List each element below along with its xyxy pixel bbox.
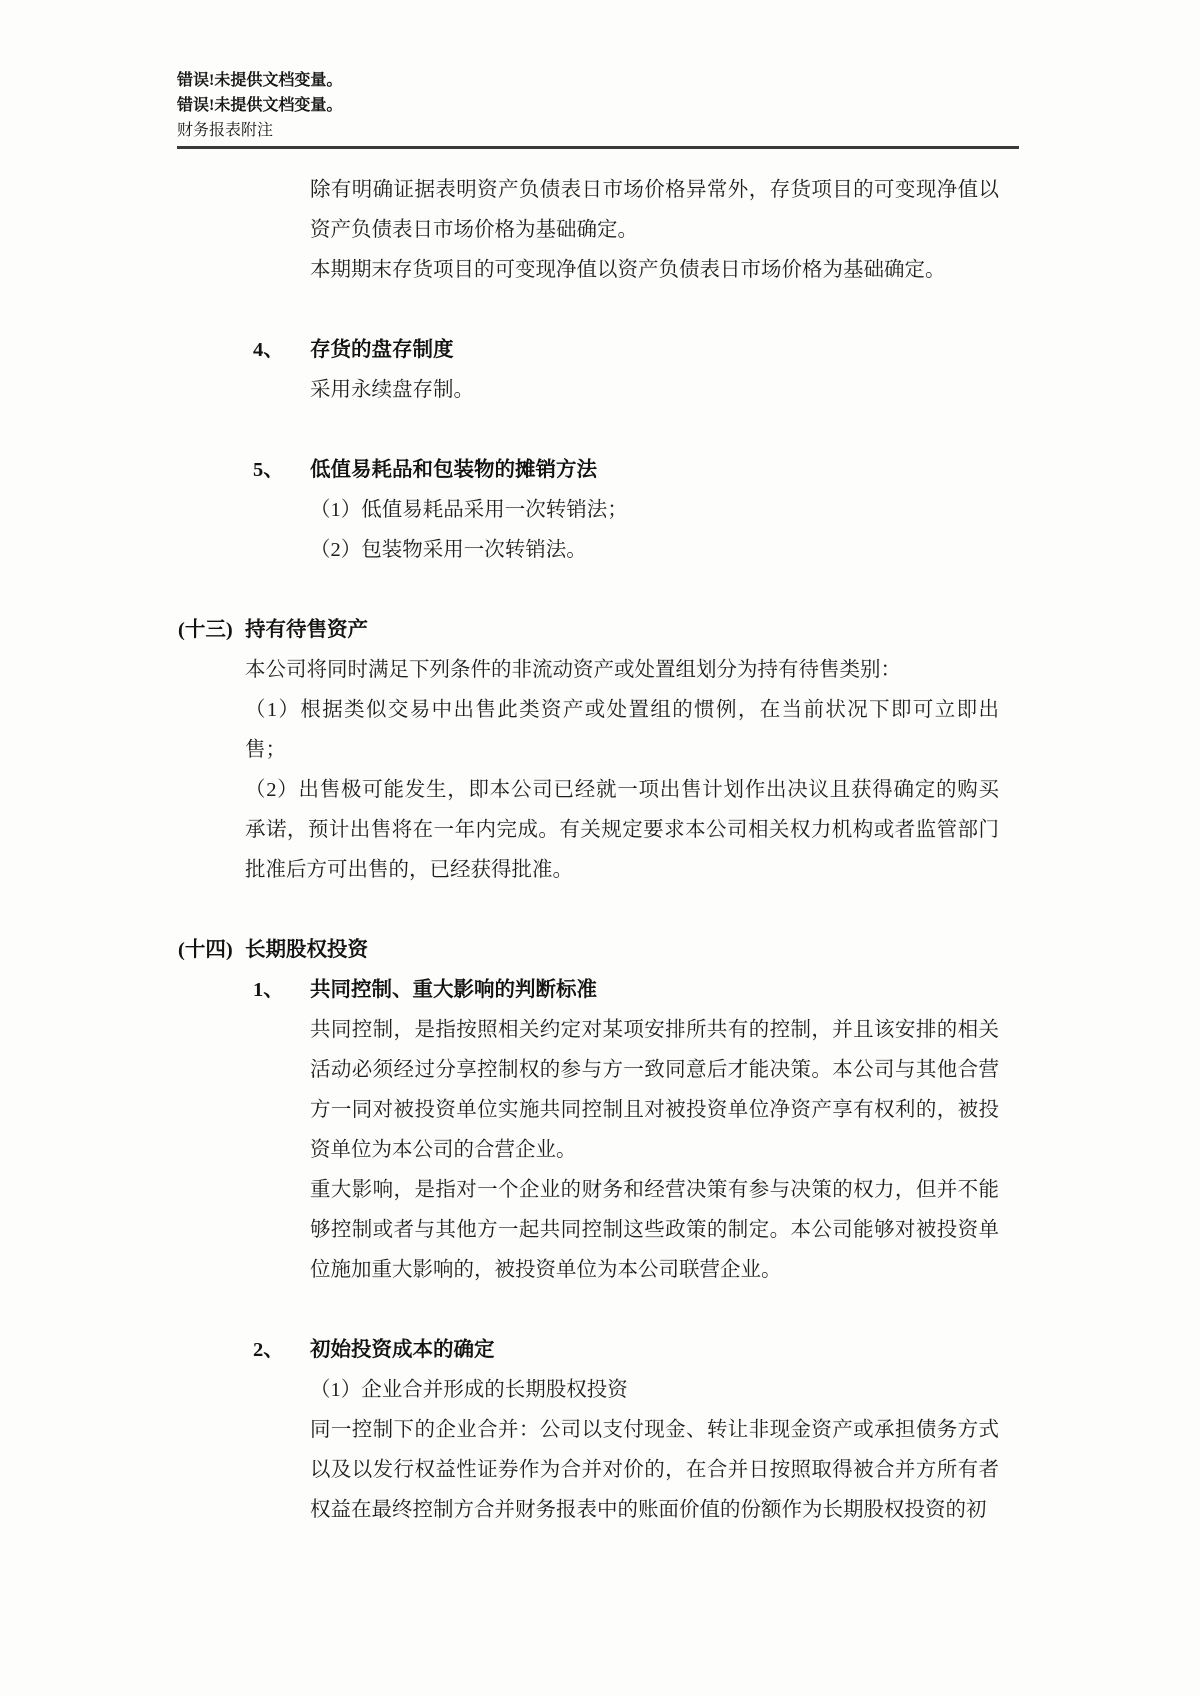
list-number: 2、 [253, 1339, 284, 1361]
list-number: (十三) [178, 619, 233, 641]
paragraph [245, 650, 999, 690]
paragraph [310, 1410, 999, 1530]
paragraph-line: （1）根据类似交易中出售此类资产或处置组的惯例，在当前状况下即可立即出 [245, 699, 999, 721]
paragraph [310, 1170, 999, 1290]
paragraph-line: 位施加重大影响的，被投资单位为本公司联营企业。 [310, 1259, 782, 1281]
list-number: 5、 [253, 459, 284, 481]
paragraph-line: （1）企业合并形成的长期股权投资 [310, 1379, 628, 1401]
list-number: 1、 [253, 979, 284, 1001]
document-body [177, 149, 1019, 1530]
section-heading [253, 1330, 999, 1370]
paragraph-line: 本公司将同时满足下列条件的非流动资产或处置组划分为持有待售类别： [245, 659, 901, 681]
header-error-line-2: 错误!未提供文档变量。 [177, 97, 343, 114]
heading-text: 共同控制、重大影响的判断标准 [310, 979, 597, 1001]
paragraph-line: 同一控制下的企业合并：公司以支付现金、转让非现金资产或承担债务方式 [310, 1419, 999, 1441]
paragraph-line: （2）包装物采用一次转销法。 [310, 539, 587, 561]
paragraph-line: 批准后方可出售的，已经获得批准。 [245, 859, 573, 881]
paragraph-line: 够控制或者与其他方一起共同控制这些政策的制定。本公司能够对被投资单 [310, 1219, 999, 1241]
paragraph-line: （2）出售极可能发生，即本公司已经就一项出售计划作出决议且获得确定的购买 [245, 779, 999, 801]
section-heading [253, 970, 999, 1010]
paragraph [310, 490, 999, 530]
heading-text: 长期股权投资 [245, 939, 368, 961]
document-content [177, 0, 1019, 1530]
header-doc-title: 财务报表附注 [177, 122, 274, 139]
paragraph [310, 530, 999, 570]
paragraph-line: 活动必须经过分享控制权的参与方一致同意后才能决策。本公司与其他合营 [310, 1059, 999, 1081]
heading-text: 初始投资成本的确定 [310, 1339, 495, 1361]
paragraph-line: （1）低值易耗品采用一次转销法； [310, 499, 628, 521]
paragraph-line: 承诺，预计出售将在一年内完成。有关规定要求本公司相关权力机构或者监管部门 [245, 819, 999, 841]
paragraph-line: 采用永续盘存制。 [310, 379, 474, 401]
heading-text: 存货的盘存制度 [310, 339, 454, 361]
heading-text: 低值易耗品和包装物的摊销方法 [310, 459, 597, 481]
page-header [177, 0, 1019, 149]
paragraph [310, 1370, 999, 1410]
paragraph-line: 资产负债表日市场价格为基础确定。 [310, 219, 638, 241]
paragraph [310, 170, 999, 250]
section-heading [253, 330, 999, 370]
list-number: 4、 [253, 339, 284, 361]
paragraph [245, 770, 999, 890]
section-heading [178, 610, 999, 650]
paragraph-line: 共同控制，是指按照相关约定对某项安排所共有的控制，并且该安排的相关 [310, 1019, 999, 1041]
list-number: (十四) [178, 939, 233, 961]
paragraph-line: 重大影响，是指对一个企业的财务和经营决策有参与决策的权力，但并不能 [310, 1179, 999, 1201]
paragraph-line: 以及以发行权益性证券作为合并对价的，在合并日按照取得被合并方所有者 [310, 1459, 999, 1481]
paragraph-line: 权益在最终控制方合并财务报表中的账面价值的份额作为长期股权投资的初 [310, 1499, 987, 1521]
paragraph-line: 除有明确证据表明资产负债表日市场价格异常外，存货项目的可变现净值以 [310, 179, 999, 201]
header-error-line-1: 错误!未提供文档变量。 [177, 72, 343, 89]
paragraph-line: 方一同对被投资单位实施共同控制且对被投资单位净资产享有权利的，被投 [310, 1099, 999, 1121]
section-heading [253, 450, 999, 490]
section-heading [178, 930, 999, 970]
paragraph-line: 售； [245, 739, 286, 761]
paragraph [310, 370, 999, 410]
heading-text: 持有待售资产 [245, 619, 368, 641]
paragraph-line: 本期期末存货项目的可变现净值以资产负债表日市场价格为基础确定。 [310, 259, 946, 281]
paragraph [310, 250, 999, 290]
paragraph-line: 资单位为本公司的合营企业。 [310, 1139, 577, 1161]
paragraph [245, 690, 999, 770]
paragraph [310, 1010, 999, 1170]
